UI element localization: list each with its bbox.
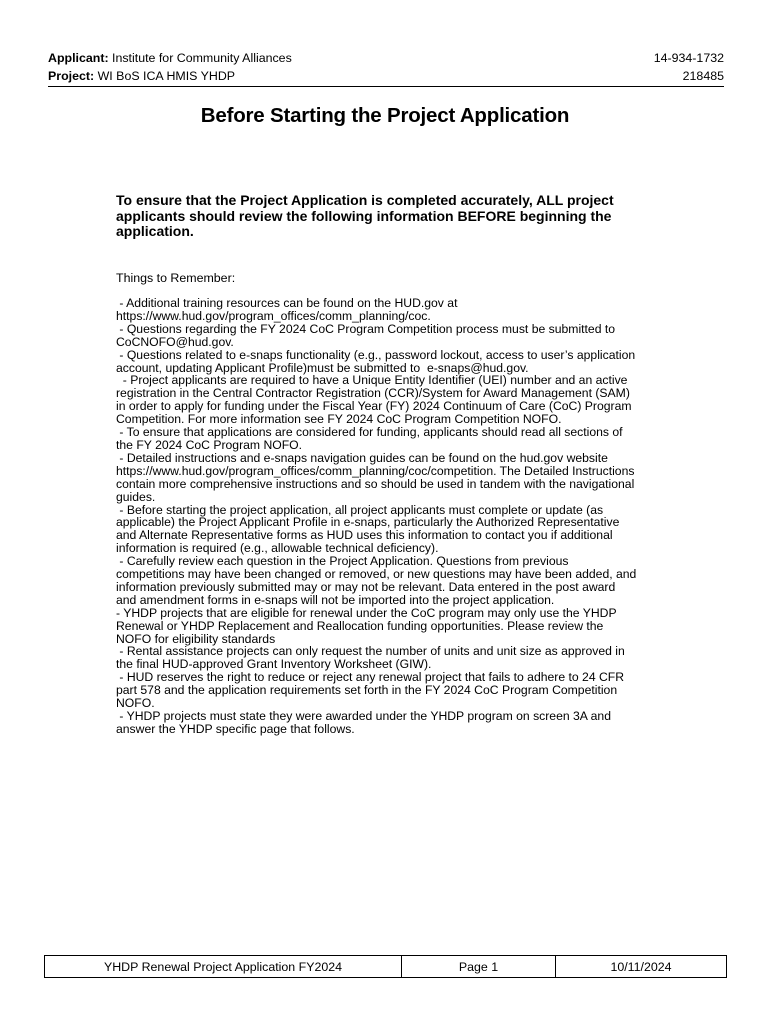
applicant-row (48, 49, 724, 67)
project-value: WI BoS ICA HMIS YHDP (97, 69, 236, 83)
body-line: part 578 and the application requirements set forth in the FY 2024 CoC Program Competition (116, 683, 618, 698)
header-divider (48, 86, 724, 87)
body-line: - HUD reserves the right to reduce or reject any renewal project that fails to adhere to 24 CFR (116, 670, 625, 685)
body-line: and Alternate Representative forms as HUD uses this information to contact you if additional (116, 528, 613, 543)
body-line: - Questions regarding the FY 2024 CoC Program Competition process must be submitted to (116, 321, 616, 336)
footer-date: 10/11/2024 (555, 956, 726, 977)
body-line: CoCNOFO@hud.gov. (116, 334, 234, 349)
instructions-body (116, 297, 656, 736)
body-line: - Rental assistance projects can only request the number of units and unit size as approved in (116, 644, 625, 659)
body-line: - To ensure that applications are considered for funding, applicants should read all sections of (116, 425, 623, 440)
body-line: answer the YHDP specific page that follows. (116, 721, 355, 736)
body-line: Renewal or YHDP Replacement and Reallocation funding opportunities. Please review the (116, 618, 604, 633)
body-line: - YHDP projects that are eligible for renewal under the CoC program may only use the YHDP (116, 605, 617, 620)
footer-document-name: YHDP Renewal Project Application FY2024 (103, 959, 343, 974)
page-footer (44, 955, 727, 978)
body-line: - Carefully review each question in the Project Application. Questions from previous (116, 554, 569, 569)
project-number: 218485 (682, 69, 724, 83)
body-line: competitions may have been changed or removed, or new questions may have been added, and (116, 567, 637, 582)
body-line: NOFO. (116, 696, 155, 711)
body-line: contain more comprehensive instructions and so should be used in tandem with the navigational (116, 476, 635, 491)
applicant-value: Institute for Community Alliances (112, 51, 292, 65)
body-line: - Additional training resources can be found on the HUD.gov at (116, 296, 458, 310)
body-line: in order to apply for funding under the Fiscal Year (FY) 2024 Continuum of Care (CoC) Program (116, 399, 632, 414)
body-line: registration in the Central Contractor Registration (CCR)/System for Award Management (SAM) (116, 386, 630, 401)
footer-page-number: Page 1 (401, 956, 555, 977)
things-to-remember-label: Things to Remember: (116, 271, 236, 285)
project-line (48, 67, 235, 85)
applicant-label: Applicant: (48, 51, 109, 65)
body-line: https://www.hud.gov/program_offices/comm_planning/coc/competition. The Detailed Instructions (116, 463, 635, 478)
project-row (48, 67, 724, 85)
body-line: - Before starting the project application, all project applicants must complete or update (as (116, 502, 604, 517)
body-line: applicable) the Project Applicant Profile in e-snaps, particularly the Authorized Representative (116, 515, 620, 530)
body-line: account, updating Applicant Profile)must be submitted to e-snaps@hud.gov. (116, 360, 529, 375)
body-line: guides. (116, 489, 156, 504)
body-line: - Project applicants are required to have a Unique Entity Identifier (UEI) number and an active (116, 373, 628, 388)
body-line: Competition. For more information see FY 2024 CoC Program Competition NOFO. (116, 412, 562, 427)
body-line: - Detailed instructions and e-snaps navigation guides can be found on the hud.gov website (116, 450, 608, 465)
body-line: information previously submitted may or may not be relevant. Data entered in the post award (116, 579, 616, 594)
body-line: - Questions related to e-snaps functionality (e.g., password lockout, access to user’s application (116, 347, 636, 362)
page-header (48, 49, 724, 85)
body-line: the final HUD-approved Grant Inventory Worksheet (GIW). (116, 657, 432, 672)
project-label: Project: (48, 69, 95, 83)
intro-notice: To ensure that the Project Application is completed accurately, ALL project applicants should review the following information BEFORE beginning the application. (116, 192, 614, 239)
body-line: information is required (e.g., allowable technical deficiency). (116, 541, 439, 556)
page-title: Before Starting the Project Application (200, 104, 570, 127)
body-line: the FY 2024 CoC Program NOFO. (116, 437, 303, 452)
body-line: https://www.hud.gov/program_offices/comm_planning/coc. (116, 308, 431, 323)
applicant-line (48, 49, 292, 67)
body-line: and amendment forms in e-snaps will not be imported into the project application. (116, 592, 555, 607)
body-line: NOFO for eligibility standards (116, 631, 276, 646)
applicant-id-number: 14-934-1732 (653, 51, 724, 65)
body-line: - YHDP projects must state they were awarded under the YHDP program on screen 3A and (116, 709, 611, 723)
